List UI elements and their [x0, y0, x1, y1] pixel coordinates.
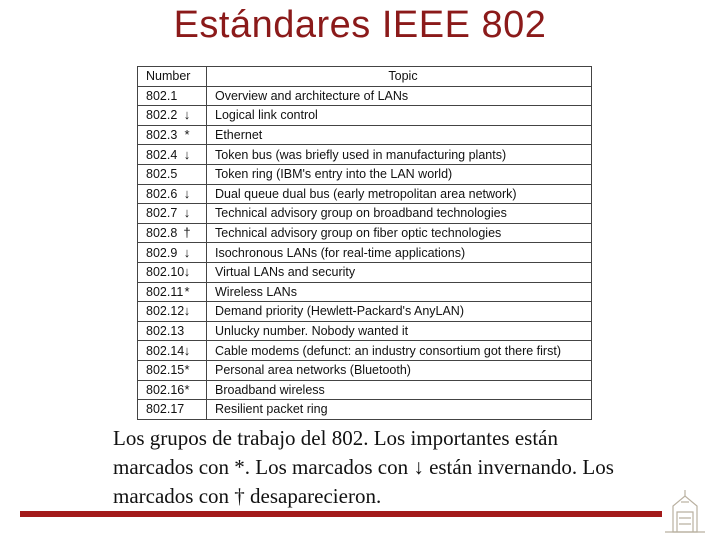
standard-number: 802.8: [146, 226, 178, 241]
ieee-802-table: [137, 66, 592, 420]
row-topic-cell: Personal area networks (Bluetooth): [207, 360, 592, 380]
status-mark: ↓: [183, 264, 191, 280]
row-topic-cell: Isochronous LANs (for real-time applications): [207, 243, 592, 263]
status-mark: *: [184, 381, 190, 397]
table-row: [138, 262, 592, 282]
slide-caption: Los grupos de trabajo del 802. Los importantes están marcados con *. Los marcados con ↓ están invernando. Los marcados con † desaparecieron.: [113, 426, 614, 508]
standard-number: 802.9: [146, 245, 178, 260]
table-row: [138, 341, 592, 361]
status-mark: ↓: [183, 244, 191, 260]
table-body: [138, 86, 592, 419]
row-topic-cell: Dual queue dual bus (early metropolitan area network): [207, 184, 592, 204]
row-number-cell: [138, 145, 207, 165]
status-mark: ↓: [183, 185, 191, 201]
standard-number: 802.4: [146, 147, 178, 162]
standard-number: 802.3: [146, 128, 178, 143]
standard-number: 802.2: [146, 108, 178, 123]
status-mark: *: [184, 362, 190, 378]
row-number-cell: [138, 262, 207, 282]
standard-number: 802.11: [146, 284, 184, 299]
row-topic-cell: Technical advisory group on broadband technologies: [207, 204, 592, 224]
status-mark: †: [183, 225, 191, 241]
standard-number: 802.7: [146, 206, 178, 221]
status-mark: *: [184, 127, 190, 143]
row-topic-cell: Token ring (IBM's entry into the LAN world): [207, 164, 592, 184]
table-row: [138, 380, 592, 400]
row-number-cell: [138, 302, 207, 322]
status-mark: ↓: [183, 342, 191, 358]
standard-number: 802.1: [146, 88, 178, 103]
row-topic-cell: Unlucky number. Nobody wanted it: [207, 321, 592, 341]
row-number-cell: [138, 125, 207, 145]
slide-title: Estándares IEEE 802: [173, 4, 547, 46]
row-number-cell: [138, 204, 207, 224]
status-mark: ↓: [183, 107, 191, 123]
university-logo-icon: [655, 488, 715, 534]
row-number-cell: [138, 223, 207, 243]
row-number-cell: [138, 164, 207, 184]
status-mark: ↓: [183, 303, 191, 319]
row-number-cell: [138, 243, 207, 263]
row-number-cell: [138, 282, 207, 302]
row-topic-cell: Cable modems (defunct: an industry consortium got there first): [207, 341, 592, 361]
standard-number: 802.12: [146, 304, 185, 319]
row-topic-cell: Overview and architecture of LANs: [207, 86, 592, 106]
table-row: [138, 223, 592, 243]
ieee-802-table-container: [137, 66, 592, 420]
column-header-number: Number: [138, 67, 207, 87]
row-topic-cell: Logical link control: [207, 106, 592, 126]
standard-number: 802.17: [146, 402, 185, 417]
row-topic-cell: Broadband wireless: [207, 380, 592, 400]
table-row: [138, 145, 592, 165]
row-number-cell: [138, 341, 207, 361]
footer-rule: [20, 511, 662, 517]
standard-number: 802.14: [146, 343, 185, 358]
row-number-cell: [138, 321, 207, 341]
row-number-cell: [138, 86, 207, 106]
table-row: [138, 86, 592, 106]
table-row: [138, 125, 592, 145]
row-topic-cell: Resilient packet ring: [207, 400, 592, 420]
table-row: [138, 184, 592, 204]
table-row: [138, 360, 592, 380]
standard-number: 802.6: [146, 186, 178, 201]
standard-number: 802.16: [146, 382, 185, 397]
row-topic-cell: Wireless LANs: [207, 282, 592, 302]
status-mark: ↓: [183, 146, 191, 162]
row-topic-cell: Token bus (was briefly used in manufacturing plants): [207, 145, 592, 165]
table-row: [138, 400, 592, 420]
column-header-topic: Topic: [207, 67, 592, 87]
table-row: [138, 164, 592, 184]
status-mark: ↓: [183, 205, 191, 221]
table-header-row: [138, 67, 592, 87]
standard-number: 802.15: [146, 363, 185, 378]
standard-number: 802.13: [146, 324, 185, 339]
standard-number: 802.5: [146, 167, 178, 182]
row-number-cell: [138, 106, 207, 126]
standard-number: 802.10: [146, 265, 185, 280]
row-topic-cell: Technical advisory group on fiber optic technologies: [207, 223, 592, 243]
table-row: [138, 204, 592, 224]
row-topic-cell: Demand priority (Hewlett-Packard's AnyLAN): [207, 302, 592, 322]
table-row: [138, 243, 592, 263]
row-number-cell: [138, 360, 207, 380]
table-row: [138, 106, 592, 126]
row-topic-cell: Virtual LANs and security: [207, 262, 592, 282]
row-number-cell: [138, 400, 207, 420]
table-row: [138, 302, 592, 322]
status-mark: *: [184, 283, 190, 299]
row-topic-cell: Ethernet: [207, 125, 592, 145]
table-row: [138, 282, 592, 302]
table-row: [138, 321, 592, 341]
row-number-cell: [138, 184, 207, 204]
row-number-cell: [138, 380, 207, 400]
